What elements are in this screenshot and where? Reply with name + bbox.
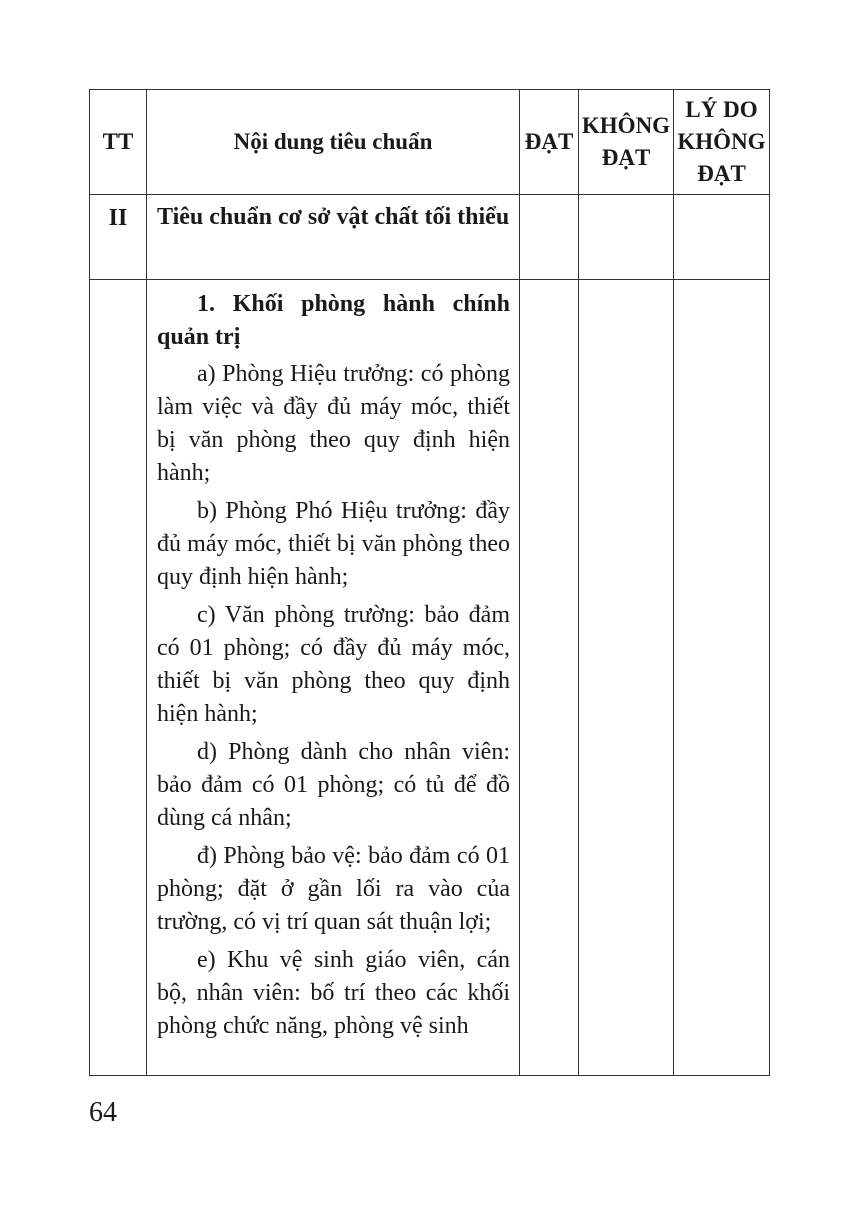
list-item: d) Phòng dành cho nhân viên: bảo đảm có 01 phòng; có tủ để đồ dùng cá nhân;: [157, 739, 510, 831]
dat-cell: [520, 280, 579, 1076]
list-item: đ) Phòng bảo vệ: bảo đảm có 01 phòng; đặt ở gần lối ra vào của trường, có vị trí quan sát thuận lợi;: [157, 843, 510, 935]
header-content: Nội dung tiêu chuẩn: [147, 90, 520, 195]
header-ly-do: [674, 90, 770, 195]
section-number: II: [90, 195, 147, 280]
standards-table: [89, 89, 770, 1076]
header-ly-do-line-3: ĐẠT: [697, 161, 746, 186]
ly-do-cell: [674, 280, 770, 1076]
ly-do-cell: [674, 195, 770, 280]
page-number: 64: [89, 1097, 117, 1128]
section-title-cell: [147, 195, 520, 280]
header-dat: ĐẠT: [520, 90, 579, 195]
block-heading: 1. Khối phòng hành chính quản trị: [157, 291, 510, 350]
header-tt: TT: [90, 90, 147, 195]
header-khong-dat: [579, 90, 674, 195]
list-item: c) Văn phòng trường: bảo đảm có 01 phòng; có đầy đủ máy móc, thiết bị văn phòng theo quy định hiện hành;: [157, 602, 510, 727]
header-row: [90, 90, 770, 195]
header-khong-dat-line-2: ĐẠT: [601, 145, 651, 170]
header-ly-do-line-2: KHÔNG: [677, 129, 766, 154]
table-row-block-1: [90, 280, 770, 1076]
khong-dat-cell: [579, 195, 674, 280]
header-ly-do-line-1: LÝ DO: [685, 97, 758, 122]
tt-cell-empty: [90, 280, 147, 1076]
list-item: b) Phòng Phó Hiệu trưởng: đầy đủ máy móc, thiết bị văn phòng theo quy định hiện hành;: [157, 498, 510, 590]
dat-cell: [520, 195, 579, 280]
header-khong-dat-line-1: KHÔNG: [581, 113, 671, 138]
block-content-cell: [147, 280, 520, 1076]
table-row-section-ii: [90, 195, 770, 280]
list-item: a) Phòng Hiệu trưởng: có phòng làm việc và đầy đủ máy móc, thiết bị văn phòng theo quy định hiện hành;: [157, 361, 510, 486]
list-item: e) Khu vệ sinh giáo viên, cán bộ, nhân viên: bố trí theo các khối phòng chức năng, phòng vệ sinh: [157, 947, 510, 1039]
section-title: Tiêu chuẩn cơ sở vật chất tối thiểu: [157, 204, 510, 230]
khong-dat-cell: [579, 280, 674, 1076]
